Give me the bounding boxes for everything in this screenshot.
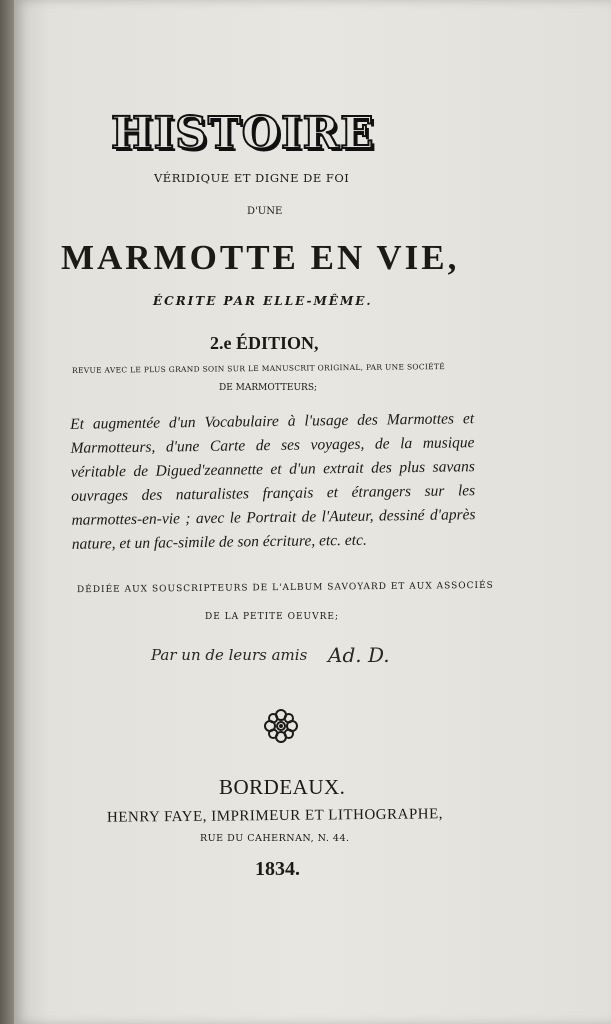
imprint-year: 1834.	[255, 858, 300, 880]
book-spine-edge	[0, 0, 14, 1024]
subtitle-veridique: VÉRIDIQUE ET DIGNE DE FOI	[154, 171, 350, 185]
edition-label: 2.e ÉDITION,	[210, 333, 319, 353]
description-paragraph: Et augmentée d'un Vocabulaire à l'usage des Marmottes et Marmotteurs, d'une Carte de ses voyages, de la musique véritable de Digued'zeannette et d'un extrait des plus savans ouvrages des naturalistes français et étrangers sur les marmottes-en-vie ; avec le Portrait de l'Auteur, dessiné d'après nature, et un fac-simile de son écriture, etc. etc.	[70, 410, 476, 553]
subtitle-ecrite: ÉCRITE PAR ELLE-MÊME.	[153, 294, 373, 308]
handwritten-initials: Ad. D.	[328, 643, 390, 667]
rosette-ornament-icon	[261, 706, 301, 746]
imprint-printer: HENRY FAYE, IMPRIMEUR ET LITHOGRAPHE,	[106, 806, 444, 826]
title-histoire: HISTOIRE	[111, 108, 375, 159]
imprint-address: RUE DU CAHERNAN, N. 44.	[200, 833, 350, 844]
imprint-city: BORDEAUX.	[219, 775, 346, 799]
title-marmotte-en-vie: MARMOTTE EN VIE,	[61, 238, 460, 277]
edition-revue-line1: REVUE AVEC LE PLUS GRAND SOIN SUR LE MANUSCRIT ORIGINAL, PAR UNE SOCIÉTÉ	[71, 362, 446, 375]
subtitle-d-une: D'UNE	[247, 206, 283, 217]
edition-revue-line2: DE MARMOTTEURS;	[219, 383, 318, 393]
dedication-line2: DE LA PETITE OEUVRE;	[205, 612, 340, 622]
dedication-line1: DÉDIÉE AUX SOUSCRIPTEURS DE L'ALBUM SAVOYARD ET AUX ASSOCIÉS	[76, 580, 494, 596]
handwritten-inscription: Par un de leurs amis	[151, 646, 308, 664]
title-page	[14, 0, 611, 1024]
